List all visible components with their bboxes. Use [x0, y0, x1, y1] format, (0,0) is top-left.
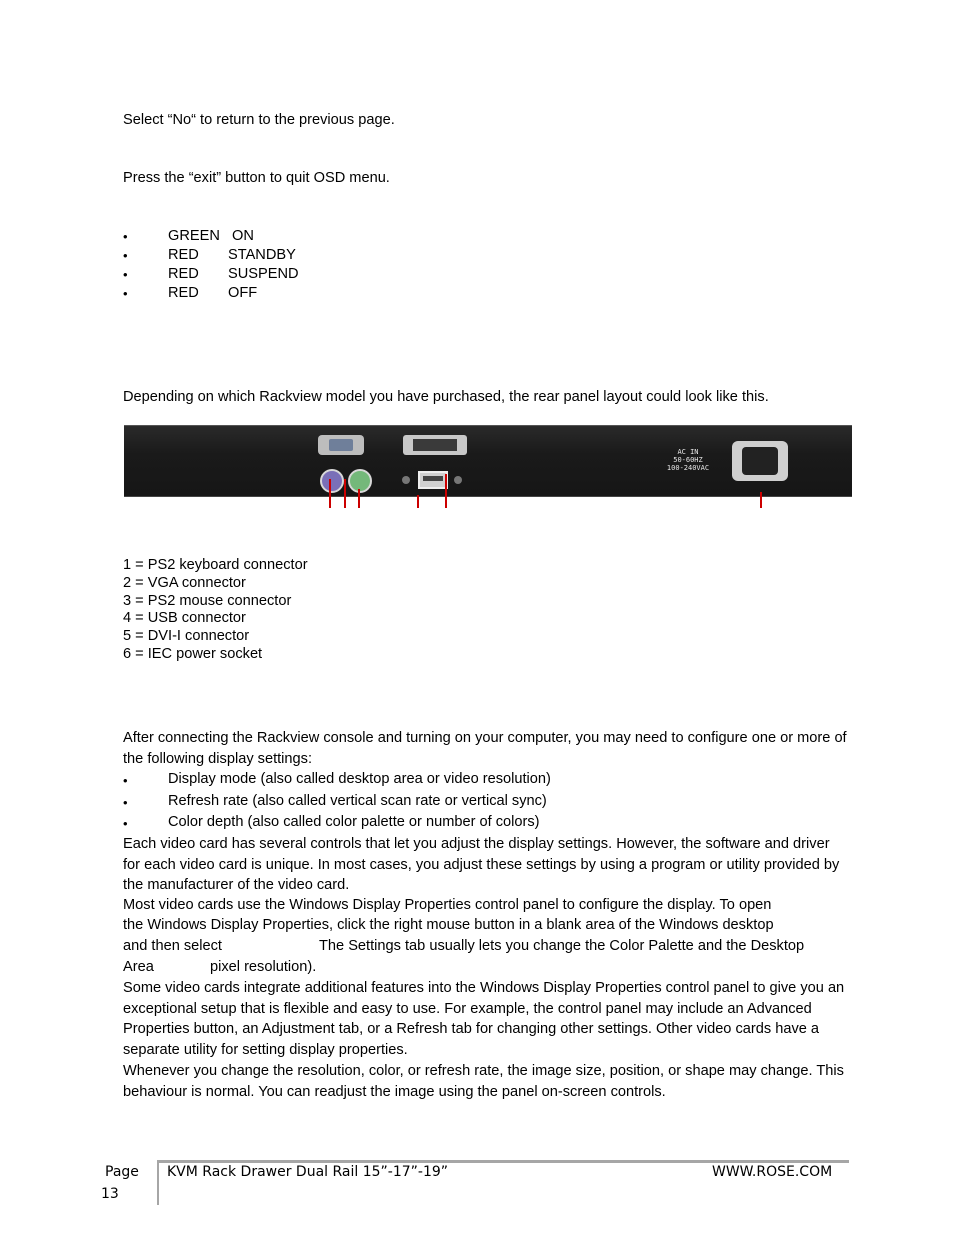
iec-power-socket-icon	[732, 441, 788, 481]
led-state: ON	[232, 228, 254, 244]
led-state: STANDBY	[228, 247, 296, 263]
paragraph-resolution-change: Whenever you change the resolution, color, or refresh rate, the image size, position, or shape may change. This behaviour is normal. You can readjust the image using the panel on-screen controls.	[123, 1063, 844, 1100]
led-color: GREEN	[168, 228, 220, 244]
connector-legend-item: 5 = DVI-I connector	[123, 628, 250, 644]
paragraph-line-start: Area	[123, 959, 154, 975]
callout-marker	[417, 495, 419, 508]
paragraph-line-end: pixel resolution).	[210, 959, 317, 975]
callout-marker	[358, 489, 360, 508]
footer-rule	[157, 1160, 849, 1163]
callout-marker	[344, 479, 346, 508]
callout-marker	[329, 479, 331, 508]
connector-legend-item: 3 = PS2 mouse connector	[123, 593, 292, 609]
led-state: OFF	[228, 285, 258, 301]
led-state: SUSPEND	[228, 266, 299, 282]
select-no-instruction: Select “No“ to return to the previous page.	[123, 112, 395, 128]
paragraph-video-card: Each video card has several controls that let you adjust the display settings. However, the software and driver for each video card is unique. In most cases, you adjust these settings by using a program or utility provided by the manufacturer of the video card.	[123, 836, 840, 894]
screw-icon	[402, 476, 410, 484]
footer-url: WWW.ROSE.COM	[712, 1164, 833, 1180]
list-item-text: Refresh rate (also called vertical scan rate or vertical sync)	[168, 793, 547, 809]
bullet: •	[123, 816, 128, 831]
bullet: •	[123, 229, 128, 244]
bullet: •	[123, 795, 128, 810]
screw-icon	[454, 476, 462, 484]
led-color: RED	[168, 285, 199, 301]
bullet: •	[123, 773, 128, 788]
list-item-text: Color depth (also called color palette or number of colors)	[168, 814, 540, 830]
footer-separator	[157, 1160, 159, 1205]
ps2-mouse-port-icon	[348, 469, 372, 493]
rear-panel-image	[124, 425, 852, 497]
press-exit-instruction: Press the “exit” button to quit OSD menu.	[123, 170, 390, 186]
display-settings-intro: After connecting the Rackview console and turning on your computer, you may need to configure one or more of the following display settings:	[123, 730, 847, 767]
paragraph-line: Most video cards use the Windows Display Properties control panel to configure the display. To open	[123, 897, 772, 913]
led-color: RED	[168, 266, 199, 282]
paragraph-line: the Windows Display Properties, click the right mouse button in a blank area of the Windows desktop	[123, 917, 774, 933]
footer-page-label: Page	[105, 1164, 139, 1180]
rear-panel-intro: Depending on which Rackview model you have purchased, the rear panel layout could look like this.	[123, 389, 769, 405]
footer-page-number: 13	[101, 1186, 119, 1202]
connector-legend-item: 2 = VGA connector	[123, 575, 246, 591]
bullet: •	[123, 248, 128, 263]
connector-legend-item: 4 = USB connector	[123, 610, 246, 626]
footer-title: KVM Rack Drawer Dual Rail 15”-17”-19”	[167, 1164, 449, 1180]
ps2-keyboard-port-icon	[320, 469, 344, 493]
paragraph-additional-features: Some video cards integrate additional features into the Windows Display Properties control panel to give you an exceptional setup that is flexible and easy to use. For example, the control panel may include an Advanced Properties button, an Adjustment tab, or a Refresh tab for changing other settings. Other video cards have a separate utility for setting display properties.	[123, 980, 845, 1058]
paragraph-line-start: and then select	[123, 938, 222, 954]
usb-port-icon	[418, 471, 448, 489]
list-item-text: Display mode (also called desktop area or video resolution)	[168, 771, 551, 787]
paragraph-line-end: The Settings tab usually lets you change the Color Palette and the Desktop	[319, 938, 805, 954]
ac-in-label: AC IN 50-60HZ 100-240VAC	[666, 448, 710, 472]
connector-legend-item: 6 = IEC power socket	[123, 646, 263, 662]
led-color: RED	[168, 247, 199, 263]
dvi-connector-icon	[403, 435, 467, 455]
connector-legend-item: 1 = PS2 keyboard connector	[123, 557, 308, 573]
bullet: •	[123, 267, 128, 282]
callout-marker	[760, 492, 762, 508]
bullet: •	[123, 286, 128, 301]
vga-connector-icon	[318, 435, 364, 455]
callout-marker	[445, 474, 447, 508]
